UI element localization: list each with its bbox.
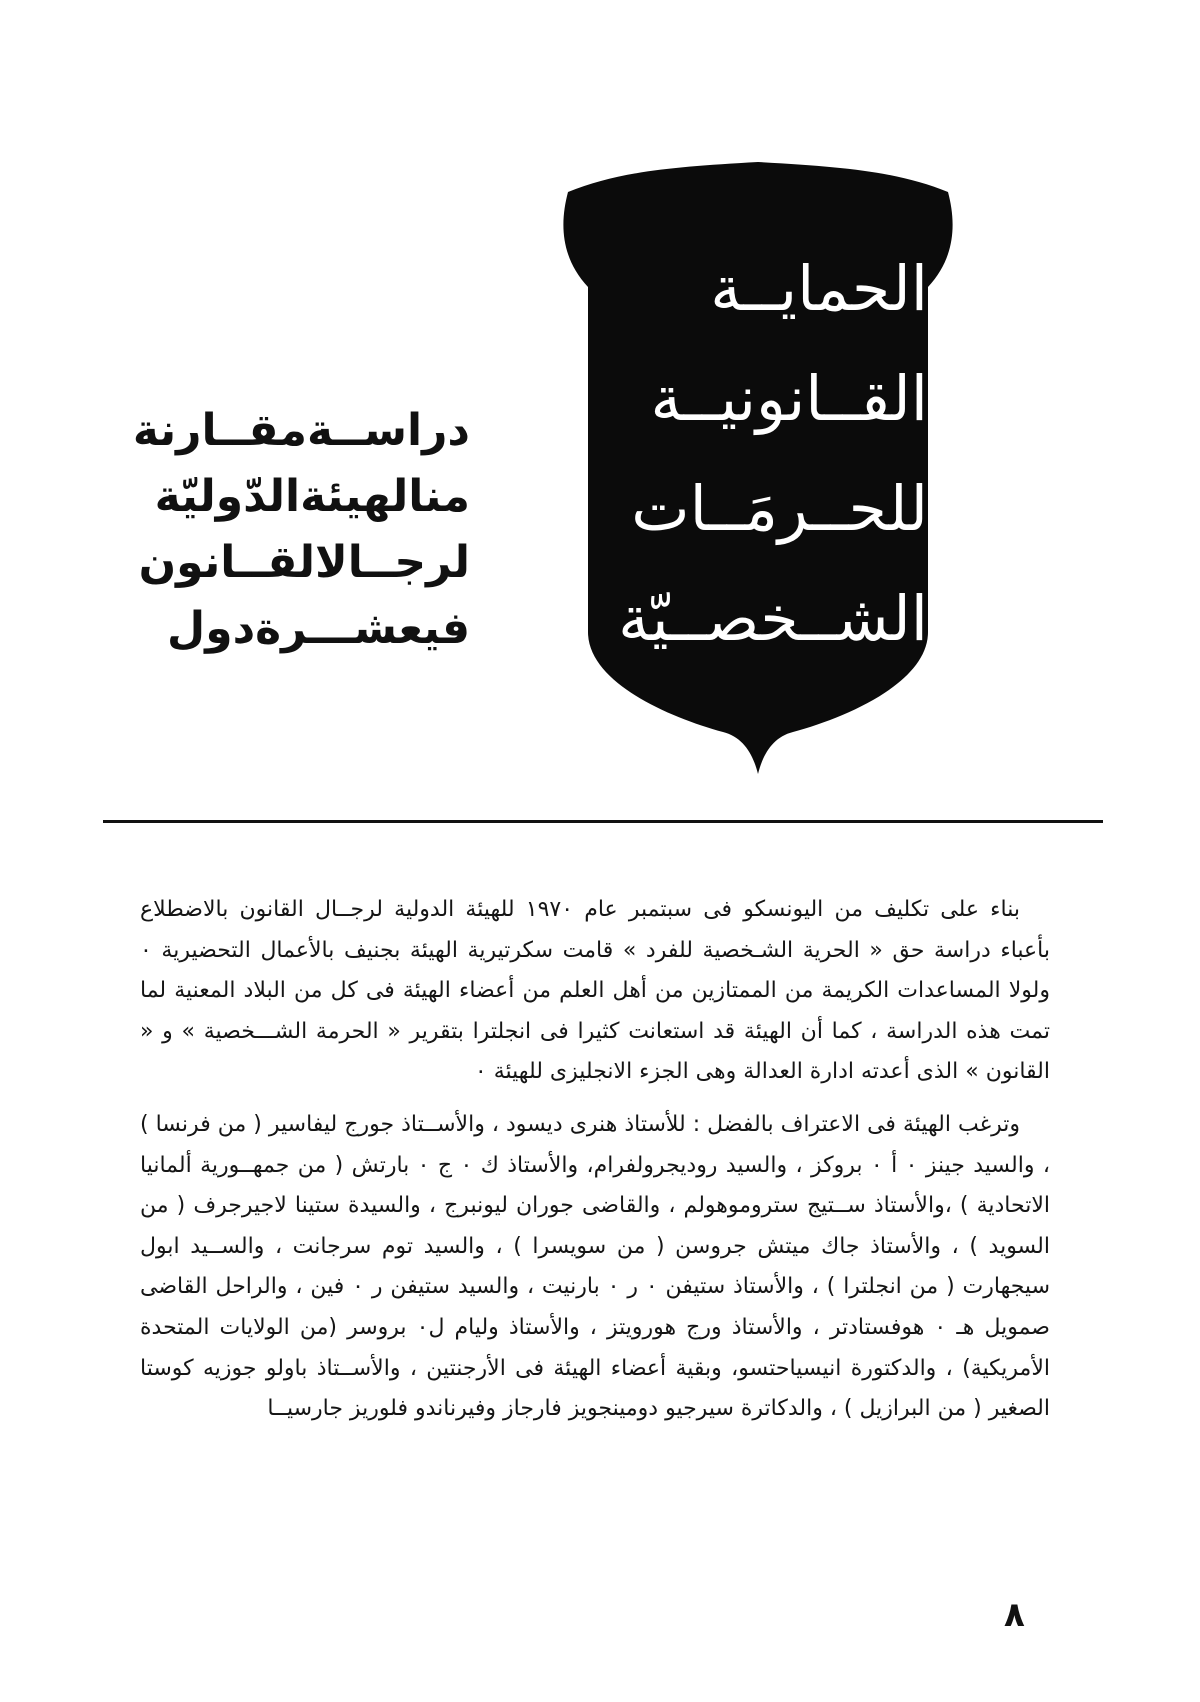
body-text xyxy=(140,890,1050,1442)
title-line: للحــرمَــات xyxy=(631,472,928,545)
paragraph: بناء على تكليف من اليونسكو فى سبتمبر عام ١٩٧٠ للهيئة الدولية لرجــال القانون بالاضطلاع بأعباء دراسة حق « الحرية الشـخصية للفرد » قامت سكرتيرية الهيئة بجنيف بالأعمال التحضيرية ٠ ولولا المساعدات الكريمة من الممتازين من أهل العلم من أعضاء الهيئة فى كل من البلاد المعنية لما تمت هذه الدراسة ، كما أن الهيئة قد استعانت كثيرا فى انجلترا بتقرير « الحرمة الشـــخصية » و « القانون » الذى أعدته ادارة العدالة وهى الجزء الانجليزى للهيئة ٠ xyxy=(140,897,1050,1085)
title-line: الحمايــة xyxy=(710,252,928,325)
page-number: ٨ xyxy=(1004,1595,1025,1635)
subtitle-line: فيعشـــرةدول xyxy=(167,603,470,654)
horizontal-divider xyxy=(103,820,1103,823)
subtitle-line: دراســةمقــارنة xyxy=(132,405,470,456)
subtitle-line: منالهيئةالدّوليّة xyxy=(154,471,470,522)
subtitle-line: لرجــالالقــانون xyxy=(138,537,470,588)
book-title xyxy=(588,234,928,674)
book-subtitle xyxy=(110,398,470,662)
shield-emblem xyxy=(548,162,968,774)
title-line: الشــخصــيّة xyxy=(618,582,928,655)
title-line: القــانونيــة xyxy=(650,362,928,435)
paragraph: وترغب الهيئة فى الاعتراف بالفضل : للأستاذ هنرى ديسود ، والأســتاذ جورج ليفاسير ( من فرنسا ) ، والسيد جينز ٠ أ ٠ بروكز ، والسيد روديجرولفرام، والأستاذ ك ٠ ج ٠ بارتش ( من جمهــورية ألمانيا الاتحادية ) ،والأستاذ ســتيج ستروموهولم ، والقاضى جوران ليونبرج ، والسيدة ستينا لاجيرجرف ( من السويد ) ، والأستاذ جاك ميتش جروسن ( من سويسرا ) ، والسيد توم سرجانت ، والســيد ابول سيجهارت ( من انجلترا ) ، والأستاذ ستيفن ٠ ر ٠ بارنيت ، والسيد ستيفن ر ٠ فين ، والراحل القاضى صمويل هـ ٠ هوفستادتر ، والأستاذ ورج هورويتز ، والأستاذ وليام ل٠ بروسر (من الولايات المتحدة الأمريكية) ، والدكتورة انيسياحتسو، وبقية أعضاء الهيئة فى الأرجنتين ، والأســتاذ باولو جوزيه كوستا الصغير ( من البرازيل ) ، والدكاترة سيرجيو دومينجويز فارجاز وفيرناندو فلوريز جارسيــا xyxy=(140,1111,1051,1422)
